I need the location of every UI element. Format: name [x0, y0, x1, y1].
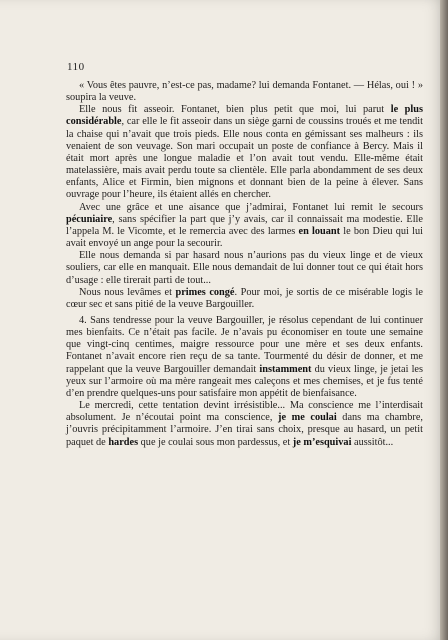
bold-term: instamment	[259, 363, 312, 375]
text-run: Elle nous fit asseoir. Fontanet, bien plus petit que moi, lui parut	[79, 104, 391, 116]
text-run: Nous nous levâmes et	[79, 286, 176, 298]
text-run: Le mercredi, cette tentation devint irrésistible... Ma conscience me l’interdisait absolument. Je n’écoutai point ma conscience,	[66, 400, 423, 424]
text-run: . Pour moi, je sortis de ce misérable logis le cœur sec et sans pitié de la veuve Bargouiller.	[66, 286, 423, 310]
paragraph	[66, 202, 423, 251]
page-spine-shadow	[440, 0, 448, 640]
text-run: « Vous êtes pauvre, n’est-ce pas, madame? lui demanda Fontanet. — Hélas, oui ! » soupira la veuve.	[66, 80, 423, 104]
text-run: Avec une grâce et une aisance que j’admirai, Fontanet lui remit le secours	[79, 201, 423, 213]
bold-term: le plus considérable	[66, 104, 424, 128]
text-run: aussitôt...	[351, 436, 394, 448]
bold-term: pécuniaire	[66, 213, 113, 225]
text-run: que je coulai sous mon pardessus, et	[138, 436, 293, 448]
paragraph	[66, 287, 423, 311]
text-run: , sans spécifier la part que j’y avais, car il connaissait ma modestie. Elle l’appela M. le Vicomte, et le remercia avec des larmes	[66, 213, 423, 237]
text-run: dans ma chambre, j’ouvris précipitamment l’armoire. J’en tirai sans choix, presque au hasard, un petit paquet de	[66, 412, 423, 448]
paragraph	[66, 315, 423, 400]
text-run: , car elle le fit asseoir dans un siège garni de coussins troués et me tendit la chaise qui n’avait que trois pieds. Elle nous conta en gémissant ses malheurs : ils venaient de son veuvage. Son mari occupait un poste de confiance à Bercy. Mais il était mort après une longue maladie et l’on avait tout vendu. Elle-même était matelassière, mais avait perdu toute sa clientèle. Elle parla abondamment de ses deux enfants, Alice et Firmin, bien mignons et donnant bien de la peine à élever. Sans ouvrage pour l’heure, ils étaient allés en chercher.	[66, 116, 423, 201]
bold-term: en louant	[298, 225, 341, 237]
paragraph	[66, 250, 423, 286]
text-run: du vieux linge, je jetai les yeux sur l’armoire où ma mère rangeait mes caleçons et mes chemises, et je fus tenté d’en prendre quelques-uns pour satisfaire mon appétit de bienfaisance.	[66, 363, 424, 399]
bold-term: je me coulai	[278, 412, 337, 424]
text-run: Elle nous demanda si par hasard nous n’aurions pas du vieux linge et de vieux souliers, car elle en manquait. Elle nous demandait de lui donner tout ce qui était hors d’usage : elle tirerait parti de tout...	[66, 250, 423, 286]
bold-term: je m’esquivai	[292, 436, 352, 448]
text-run: 4. Sans tendresse pour la veuve Bargouiller, je résolus cependant de lui continuer mes bienfaits. Ce n’était pas facile. Je n’avais pu économiser en toute une semaine que vingt-cinq centimes, maigre ressource pour une mère et ses deux enfants. Fontanet n’avait encore rien reçu de sa tante. Tourmenté du désir de donner, et me rappelant que la veuve Bargouiller demandait	[66, 314, 423, 375]
page-number: 110	[67, 61, 85, 73]
paragraph	[66, 80, 423, 104]
bold-term: hardes	[108, 436, 139, 448]
text-run: le bon Dieu qui lui avait envoyé un ange pour la secourir.	[66, 225, 423, 250]
bold-term: primes congé	[175, 286, 235, 298]
paragraph	[66, 400, 423, 449]
body-text	[66, 80, 423, 449]
paragraph	[66, 104, 423, 201]
